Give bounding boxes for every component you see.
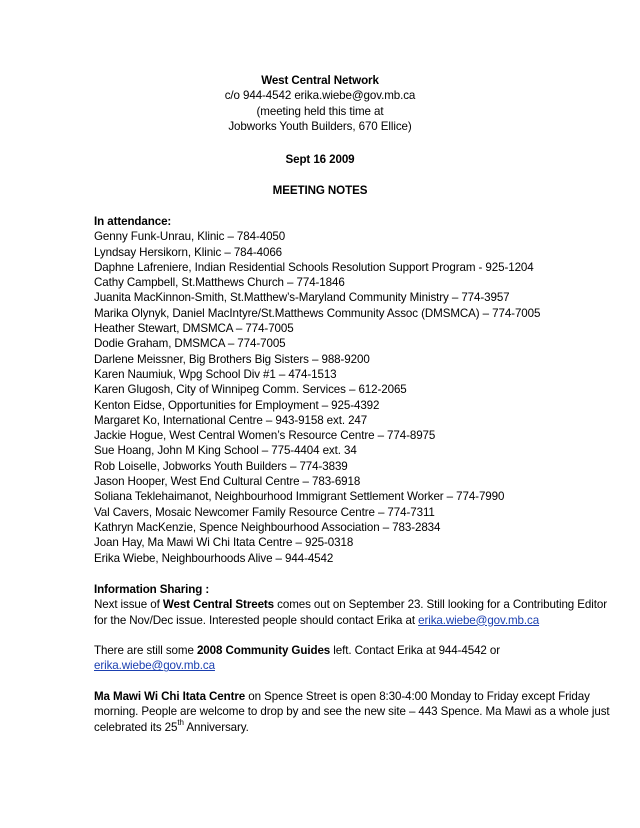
email-link[interactable]: erika.wiebe@gov.mb.ca	[418, 613, 540, 627]
paragraph-text: comes out on September 23. Still looking for a Contributing Editor for the Nov/Dec issue. Interested people should contact Erika at	[94, 598, 607, 627]
attendee-item: Karen Naumiuk, Wpg School Div #1 – 474-1513	[94, 367, 337, 381]
contact-line: c/o 944-4542 erika.wiebe@gov.mb.ca	[224, 89, 416, 103]
attendee-item: Dodie Graham, DMSMCA – 774-7005	[94, 337, 286, 351]
attendee-item: Heather Stewart, DMSMCA – 774-7005	[94, 322, 294, 336]
newsletter-paragraph	[94, 597, 614, 628]
paragraph-text: There are still some	[94, 644, 197, 658]
attendee-list	[94, 229, 614, 566]
attendee-item: Marika Olynyk, Daniel MacIntyre/St.Matthews Community Assoc (DMSMCA) – 774-7005	[94, 306, 541, 320]
organization-name: West Central Network	[261, 74, 379, 87]
attendee-item: Daphne Lafreniere, Indian Residential Schools Resolution Support Program - 925-1204	[94, 260, 534, 274]
attendee-item: Rob Loiselle, Jobworks Youth Builders – 774-3839	[94, 459, 348, 473]
meeting-location-note: (meeting held this time at	[256, 104, 384, 118]
paragraph-text: left. Contact Erika at 944-4542 or	[330, 644, 500, 658]
attendance-section	[94, 214, 614, 566]
attendee-item: Genny Funk-Unrau, Klinic – 784-4050	[94, 230, 286, 244]
page-title: MEETING NOTES	[272, 184, 368, 197]
guides-name: 2008 Community Guides	[196, 644, 331, 658]
attendee-item: Darlene Meissner, Big Brothers Big Sisters – 988-9200	[94, 352, 370, 366]
ordinal-superscript: th	[177, 717, 184, 727]
attendee-item: Kenton Eidse, Opportunities for Employment – 925-4392	[94, 398, 380, 412]
attendee-item: Kathryn MacKenzie, Spence Neighbourhood Association – 783-2834	[94, 520, 441, 534]
attendee-item: Val Cavers, Mosaic Newcomer Family Resource Centre – 774-7311	[94, 505, 435, 519]
attendee-item: Jackie Hogue, West Central Women’s Resource Centre – 774-8975	[94, 429, 436, 443]
attendee-item: Soliana Teklehaimanot, Neighbourhood Immigrant Settlement Worker – 774-7990	[94, 490, 505, 504]
attendee-item: Sue Hoang, John M King School – 775-4404 ext. 34	[94, 444, 357, 458]
attendee-item: Lyndsay Hersikorn, Klinic – 784-4066	[94, 245, 283, 259]
attendee-item: Joan Hay, Ma Mawi Wi Chi Itata Centre – 925-0318	[94, 536, 354, 550]
attendee-item: Margaret Ko, International Centre – 943-9158 ext. 247	[94, 413, 368, 427]
information-sharing-heading: Information Sharing :	[94, 583, 210, 596]
paragraph-text: on Spence Street is open 8:30-4:00 Monday to Friday except Friday morning. People are welcome to drop by and see the new site – 443 Spence. Ma Mawi as a whole just celebrated its 25	[94, 690, 610, 734]
ma-mawi-paragraph	[94, 689, 614, 735]
attendance-heading: In attendance:	[94, 215, 172, 228]
attendee-item: Cathy Campbell, St.Matthews Church – 774-1846	[94, 276, 345, 290]
meeting-date: Sept 16 2009	[285, 153, 355, 166]
centre-name: Ma Mawi Wi Chi Itata Centre	[94, 690, 246, 704]
attendee-item: Karen Glugosh, City of Winnipeg Comm. Services – 612-2065	[94, 383, 407, 397]
attendee-item: Erika Wiebe, Neighbourhoods Alive – 944-4542	[94, 551, 334, 565]
newsletter-name: West Central Streets	[162, 598, 275, 612]
attendee-item: Juanita MacKinnon-Smith, St.Matthew’s-Maryland Community Ministry – 774-3957	[94, 291, 510, 305]
email-link[interactable]: erika.wiebe@gov.mb.ca	[94, 659, 215, 673]
document-header	[0, 73, 640, 134]
community-guides-paragraph	[94, 643, 614, 674]
paragraph-text: Next issue of	[94, 598, 163, 612]
attendee-item: Jason Hooper, West End Cultural Centre – 783-6918	[94, 475, 361, 489]
information-sharing-section	[94, 582, 614, 750]
meeting-location-address: Jobworks Youth Builders, 670 Ellice)	[228, 119, 412, 133]
paragraph-text: Anniversary.	[183, 720, 249, 734]
